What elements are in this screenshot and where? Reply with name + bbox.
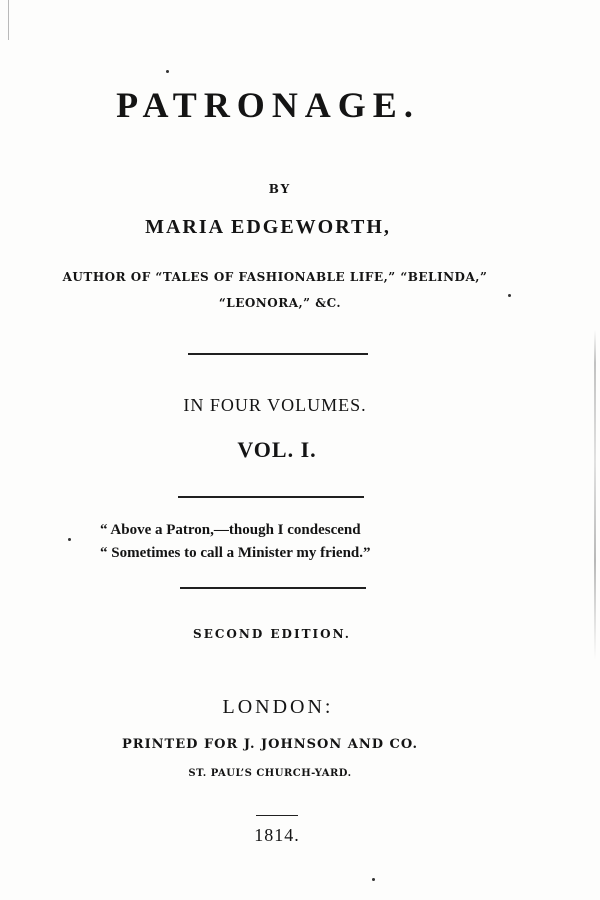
divider-rule: [178, 496, 364, 498]
volume-number: VOL. I.: [237, 437, 317, 462]
author-name: MARIA EDGEWORTH,: [145, 216, 391, 238]
divider-rule: [188, 353, 368, 355]
epigraph-line-1: “ Above a Patron,—though I condescend: [100, 522, 361, 538]
ink-speck: [508, 294, 511, 297]
page-edge-line: [8, 0, 9, 40]
by-line: BY: [268, 182, 292, 196]
edition-label: SECOND EDITION.: [193, 627, 351, 641]
page-gutter-shadow: [594, 330, 596, 660]
ink-speck: [372, 878, 375, 881]
divider-rule: [180, 587, 366, 589]
printer-address: ST. PAUL’S CHURCH-YARD.: [188, 768, 352, 779]
ink-speck: [68, 538, 71, 541]
volumes-count: IN FOUR VOLUMES.: [183, 395, 367, 415]
printer-line: PRINTED FOR J. JOHNSON AND CO.: [122, 737, 418, 752]
divider-rule: [256, 815, 298, 816]
ink-speck: [166, 70, 169, 73]
publication-year: 1814.: [254, 825, 300, 845]
epigraph-line-2: “ Sometimes to call a Minister my friend.”: [100, 545, 371, 561]
book-title: PATRONAGE.: [116, 85, 420, 125]
author-of-line-2: “LEONORA,” &C.: [218, 296, 342, 310]
author-of-line-1: AUTHOR OF “TALES OF FASHIONABLE LIFE,” “BELINDA,”: [62, 270, 488, 284]
publication-city: LONDON:: [222, 696, 334, 718]
